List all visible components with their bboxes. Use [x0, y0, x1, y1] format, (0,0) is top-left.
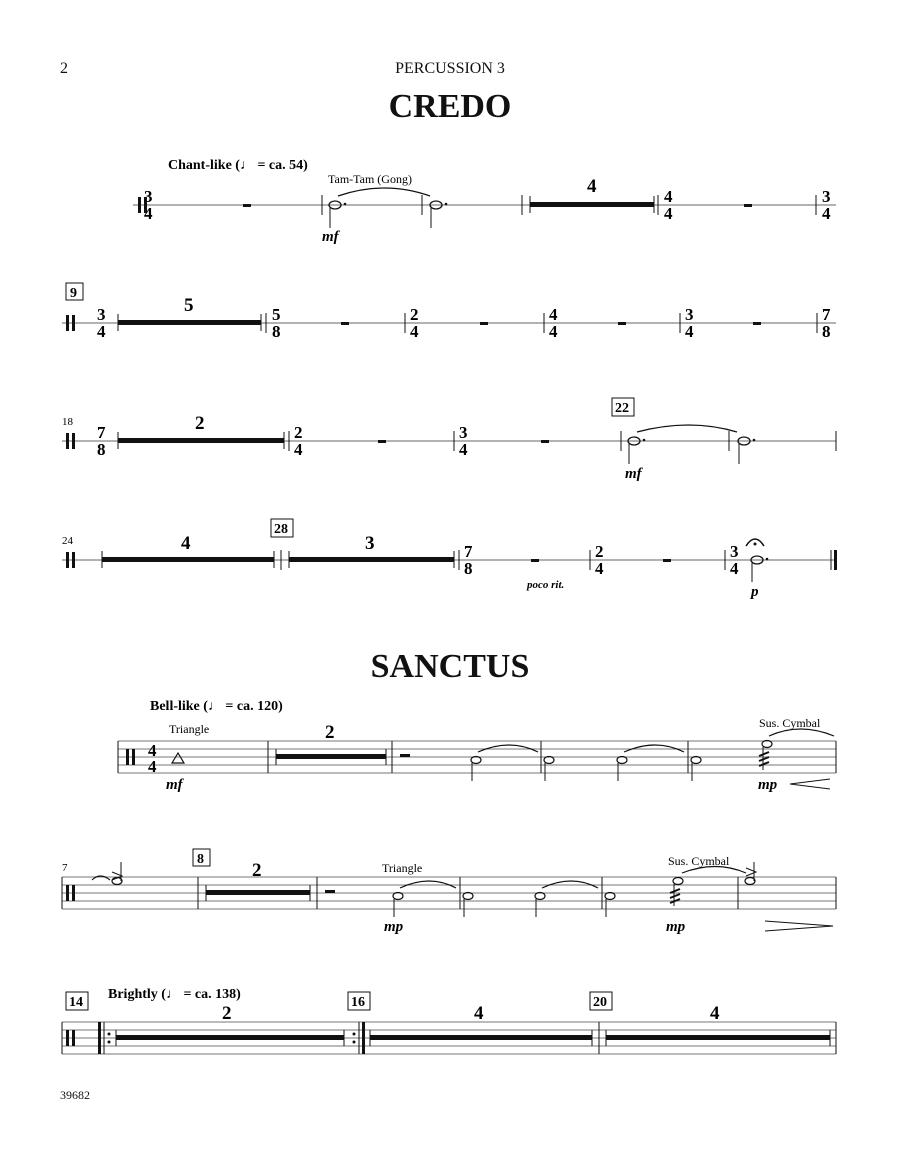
dynamic-mf: mf	[322, 229, 339, 245]
final-barline	[834, 550, 837, 570]
instrument-tamtam: Tam-Tam (Gong)	[328, 172, 412, 186]
svg-text:8: 8	[197, 852, 204, 867]
svg-text:3: 3	[730, 542, 739, 561]
svg-text:2: 2	[595, 542, 604, 561]
multi-measure-rest	[606, 1035, 830, 1040]
dynamic-mf: mf	[166, 777, 183, 793]
multi-rest-count: 4	[474, 1003, 484, 1024]
credo-tempo-marking: Chant-like (♩ = ca. 54)	[168, 158, 308, 173]
tie	[637, 425, 737, 432]
percussion-clef	[138, 197, 141, 213]
svg-text:8: 8	[464, 559, 473, 578]
sanctus-tempo-marking: Bell-like (♩ = ca. 120)	[150, 699, 283, 714]
svg-text:4: 4	[144, 204, 153, 223]
multi-measure-rest	[118, 438, 284, 443]
multi-rest-count: 2	[252, 860, 262, 881]
percussion-clef	[126, 749, 129, 765]
time-signature	[822, 305, 831, 341]
svg-text:8: 8	[272, 322, 281, 341]
measure-number: 18	[62, 416, 73, 428]
dynamic-mf: mf	[625, 466, 642, 482]
svg-text:4: 4	[664, 187, 673, 206]
page-number: 2	[60, 60, 68, 77]
time-signature	[595, 542, 604, 578]
svg-text:7: 7	[822, 305, 831, 324]
time-signature	[730, 542, 739, 578]
repeat-start	[98, 1022, 101, 1054]
svg-text:9: 9	[70, 286, 77, 301]
dynamic-mp: mp	[758, 777, 778, 793]
credo-system-4	[62, 519, 837, 600]
svg-text:3: 3	[459, 423, 468, 442]
svg-text:4: 4	[459, 440, 468, 459]
svg-text:4: 4	[685, 322, 694, 341]
multi-measure-rest	[530, 202, 654, 207]
poco-rit-marking: poco rit.	[527, 579, 565, 591]
staff-lines	[62, 877, 836, 909]
multi-rest-count: 2	[325, 722, 335, 743]
whole-rest	[744, 204, 752, 207]
catalog-number: 39682	[60, 1088, 90, 1102]
time-signature	[410, 305, 419, 341]
time-signature	[97, 305, 106, 341]
svg-text:7: 7	[97, 423, 106, 442]
multi-rest-count: 3	[365, 533, 375, 554]
part-name: PERCUSSION 3	[395, 60, 505, 77]
multi-rest-count: 4	[710, 1003, 720, 1024]
svg-text:4: 4	[148, 741, 157, 760]
instrument-sus-cymbal: Sus. Cymbal	[759, 716, 821, 730]
instrument-sus-cymbal: Sus. Cymbal	[668, 854, 730, 868]
svg-text:3: 3	[822, 187, 831, 206]
svg-text:3: 3	[144, 187, 153, 206]
multi-rest-count: 2	[195, 413, 205, 434]
crescendo-hairpin	[790, 779, 830, 789]
percussion-clef	[66, 315, 69, 331]
tie	[769, 729, 834, 736]
svg-text:20: 20	[593, 995, 607, 1010]
svg-text:4: 4	[549, 305, 558, 324]
multi-measure-rest	[289, 557, 454, 562]
tie	[338, 188, 430, 196]
time-signature	[459, 423, 468, 459]
svg-text:4: 4	[549, 322, 558, 341]
tremolo-note	[673, 878, 683, 885]
time-signature	[148, 741, 157, 776]
svg-text:4: 4	[822, 204, 831, 223]
svg-text:8: 8	[822, 322, 831, 341]
credo-system-3	[62, 398, 836, 482]
dynamic-mp: mp	[666, 919, 686, 935]
multi-rest-count: 2	[222, 1003, 232, 1024]
multi-measure-rest	[370, 1035, 592, 1040]
time-signature	[144, 187, 153, 223]
svg-text:2: 2	[410, 305, 419, 324]
svg-text:8: 8	[97, 440, 106, 459]
crescendo-hairpin	[765, 921, 833, 931]
time-signature	[685, 305, 694, 341]
svg-text:3: 3	[97, 305, 106, 324]
time-signature	[822, 187, 831, 223]
svg-text:4: 4	[664, 204, 673, 223]
svg-text:14: 14	[69, 995, 83, 1010]
half-rest	[400, 754, 410, 757]
sanctus-system-2	[62, 849, 836, 935]
multi-measure-rest	[118, 320, 261, 325]
sanctus-tempo-marking-2: Brightly (♩ = ca. 138)	[108, 987, 241, 1002]
instrument-triangle: Triangle	[169, 722, 210, 736]
multi-rest-count: 4	[587, 176, 597, 197]
svg-text:3: 3	[685, 305, 694, 324]
multi-measure-rest	[206, 890, 310, 895]
triangle-note	[172, 753, 184, 763]
whole-rest	[243, 204, 251, 207]
credo-title: CREDO	[388, 88, 512, 125]
multi-rest-count: 5	[184, 295, 194, 316]
svg-text:4: 4	[148, 757, 157, 776]
svg-text:4: 4	[97, 322, 106, 341]
svg-text:16: 16	[351, 995, 365, 1010]
svg-text:4: 4	[730, 559, 739, 578]
instrument-triangle: Triangle	[382, 861, 423, 875]
sanctus-title: SANCTUS	[370, 648, 530, 685]
multi-measure-rest	[276, 754, 386, 759]
credo-system-2	[62, 283, 836, 341]
measure-number: 24	[62, 535, 73, 547]
time-signature	[464, 542, 473, 578]
dynamic-mp: mp	[384, 919, 404, 935]
svg-text:4: 4	[294, 440, 303, 459]
time-signature	[549, 305, 558, 341]
credo-system-1	[133, 158, 836, 245]
measure-number: 7	[62, 862, 68, 874]
svg-text:22: 22	[615, 401, 629, 416]
time-signature	[97, 423, 106, 459]
multi-measure-rest	[116, 1035, 344, 1040]
time-signature	[664, 187, 673, 223]
svg-text:5: 5	[272, 305, 281, 324]
multi-rest-count: 4	[181, 533, 191, 554]
svg-text:4: 4	[595, 559, 604, 578]
tremolo-note	[762, 741, 772, 748]
dynamic-p: p	[751, 584, 759, 600]
sanctus-system-3	[62, 987, 836, 1054]
time-signature	[294, 423, 303, 459]
svg-text:2: 2	[294, 423, 303, 442]
svg-text:28: 28	[274, 522, 288, 537]
multi-measure-rest	[102, 557, 274, 562]
repeat-end	[362, 1022, 365, 1054]
time-signature	[272, 305, 281, 341]
svg-text:7: 7	[464, 542, 473, 561]
svg-text:4: 4	[410, 322, 419, 341]
sanctus-system-1	[118, 699, 836, 793]
